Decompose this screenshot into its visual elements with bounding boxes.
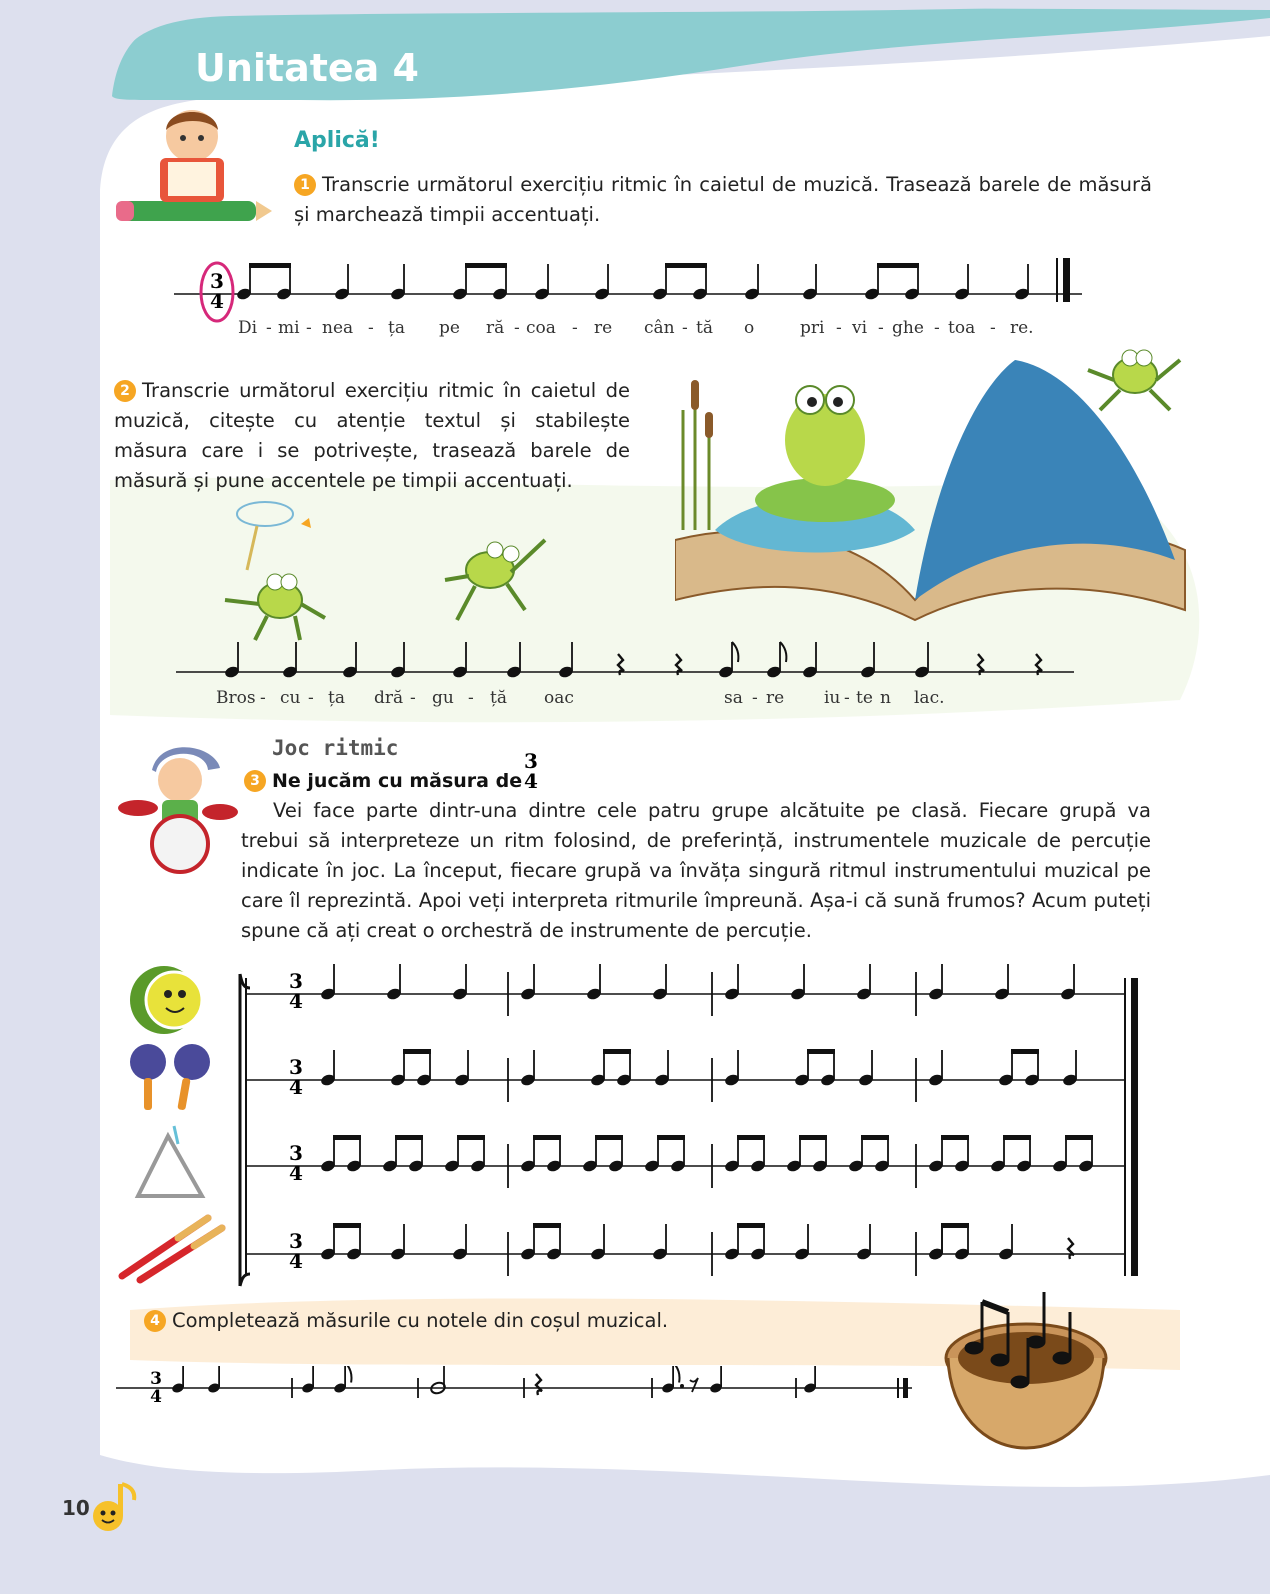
quarter-note (452, 964, 469, 1001)
quarter-note (1060, 964, 1077, 1001)
eighth-note-pair (236, 263, 293, 301)
note-mascot-icon (88, 1478, 144, 1534)
lyric: - (934, 318, 940, 338)
lyric: pri (800, 318, 825, 338)
drum-icon (130, 966, 202, 1034)
quarter-note (586, 964, 603, 1001)
quarter-note (803, 1366, 817, 1394)
lyric: - (266, 318, 272, 338)
ts-bottom: 4 (150, 1387, 162, 1407)
eighth-note-pair (520, 1223, 563, 1261)
lyric: ră (486, 318, 505, 338)
lyric: tă (696, 318, 713, 338)
lyric: - (410, 688, 416, 708)
unit-title: Unitatea 4 (195, 46, 419, 90)
lyric: pe (439, 318, 460, 338)
quarter-note (860, 642, 877, 679)
lyric: mi (278, 318, 300, 338)
lyric: - (260, 688, 266, 708)
exercise4-instruction (144, 1306, 784, 1336)
lyric: te (856, 688, 873, 708)
quarter-note (954, 264, 971, 301)
eighth-note-pair (390, 1049, 433, 1087)
quarter-note (334, 264, 351, 301)
quarter-note (858, 1050, 875, 1087)
quarter-note (709, 1366, 723, 1394)
lyric: toa (948, 318, 976, 338)
eighth-note (766, 642, 787, 679)
quarter-note (534, 264, 551, 301)
lyric: ță (490, 688, 507, 708)
quarter-rest (1068, 1238, 1074, 1259)
lyric: Bros (216, 688, 256, 708)
time-sig: 3 (289, 969, 303, 993)
eighth-note-pair (382, 1135, 425, 1173)
quarter-note (320, 964, 337, 1001)
quarter-note (790, 964, 807, 1001)
eighth-note-pair (320, 1223, 363, 1261)
lyric: o (744, 318, 755, 338)
quarter-note (506, 642, 523, 679)
quarter-note (994, 964, 1011, 1001)
eighth-note (661, 1366, 680, 1394)
ts-top: 3 (150, 1369, 162, 1389)
game-title: Joc ritmic (272, 736, 399, 760)
quarter-note (856, 1224, 873, 1261)
quarter-note (594, 264, 611, 301)
exercise1-badge: 1 (294, 174, 316, 196)
lyric: lac. (914, 688, 945, 708)
quarter-note (590, 1224, 607, 1261)
exercise2-badge: 2 (114, 380, 136, 402)
eighth-note-pair (928, 1135, 971, 1173)
eighth-note-pair (452, 263, 509, 301)
quarter-note (652, 964, 669, 1001)
page-number: 10 (62, 1496, 90, 1520)
quarter-note (171, 1366, 185, 1394)
exercise4-badge: 4 (144, 1310, 166, 1332)
lyric: cân (644, 318, 675, 338)
eighth-note-pair (794, 1049, 837, 1087)
lyric: - (572, 318, 578, 338)
ts-bottom: 4 (524, 769, 538, 792)
quarter-note (1062, 1050, 1079, 1087)
eighth-note-pair (724, 1135, 767, 1173)
drummer-boy-icon (110, 744, 240, 874)
eighth-note-pair (582, 1135, 625, 1173)
exercise3-badge: 3 (244, 770, 266, 792)
maracas-icon (130, 1044, 210, 1110)
lyric: re (766, 688, 785, 708)
lyric: sa (724, 688, 743, 708)
lyric: vi (852, 318, 868, 338)
quarter-note (390, 1224, 407, 1261)
quarter-note (928, 1050, 945, 1087)
lyric: re. (1010, 318, 1034, 338)
quarter-rest (536, 1374, 542, 1395)
lyric: re (594, 318, 613, 338)
exercise1-instruction (294, 170, 1152, 230)
lyric: Di (238, 318, 258, 338)
eighth-rest (690, 1378, 698, 1392)
time-sig: 3 (289, 1055, 303, 1079)
lyric: - (878, 318, 884, 338)
lyric: - (844, 688, 850, 708)
quarter-note (914, 642, 931, 679)
time-sig: 3 (289, 1141, 303, 1165)
quarter-note (802, 264, 819, 301)
lyric: dră (374, 688, 404, 708)
lyric: - (514, 318, 520, 338)
quarter-note (802, 642, 819, 679)
quarter-note (452, 1224, 469, 1261)
exercise3-heading-text: Ne jucăm cu măsura de (272, 770, 523, 792)
quarter-note (454, 1050, 471, 1087)
eighth-note-pair (1052, 1135, 1095, 1173)
time-sig: 4 (289, 1075, 303, 1099)
quarter-note (654, 1050, 671, 1087)
exercise3-heading (244, 770, 522, 792)
lyric: - (368, 318, 374, 338)
lyric: cu (280, 688, 301, 708)
eighth-note-pair (724, 1223, 767, 1261)
quarter-note (342, 642, 359, 679)
eighth-note-pair (848, 1135, 891, 1173)
quarter-note (301, 1366, 315, 1394)
eighth-note-pair (864, 263, 921, 301)
quarter-note (558, 642, 575, 679)
lyric: iu (824, 688, 841, 708)
lyric: - (836, 318, 842, 338)
ts-bottom: 4 (210, 289, 224, 313)
lyric: - (752, 688, 758, 708)
quarter-note (386, 964, 403, 1001)
quarter-note (794, 1224, 811, 1261)
quarter-note (998, 1224, 1015, 1261)
half-note (430, 1366, 447, 1395)
instruments-column (118, 966, 228, 1286)
eighth-note-pair (644, 1135, 687, 1173)
music-basket-icon (944, 1282, 1114, 1452)
lyric: oac (544, 688, 574, 708)
eighth-note-pair (590, 1049, 633, 1087)
eighth-note-pair (652, 263, 709, 301)
eighth-note-pair (998, 1049, 1041, 1087)
lyric: - (468, 688, 474, 708)
quarter-note (224, 642, 241, 679)
quarter-note (928, 1224, 945, 1261)
exercise2-notes (224, 642, 1042, 679)
eighth-note-pair (786, 1135, 829, 1173)
eighth-note-pair (520, 1135, 563, 1173)
eighth-note (333, 1366, 352, 1394)
exercise2-staff (170, 620, 1090, 680)
section-title: Aplică! (294, 128, 380, 153)
eighth-note (718, 642, 739, 679)
lyric: - (682, 318, 688, 338)
exercise2-lyrics (214, 688, 954, 712)
exercise2-instruction (114, 376, 630, 496)
eighth-note-pair (444, 1135, 487, 1173)
quarter-note (390, 642, 407, 679)
lyric: ța (328, 688, 345, 708)
jumping-frog-icon (1080, 330, 1190, 420)
quarter-note (724, 964, 741, 1001)
lyric: n (880, 688, 891, 708)
quarter-note (320, 1050, 337, 1087)
exercise2-text: Transcrie următorul exercițiu ritmic în caietul de muzică, citește cu atenție textul și stabilește măsura care i se potrivește, trasează barele de măsură și pune accentele pe timpii accentuați. (114, 379, 630, 492)
heading-time-signature (520, 748, 542, 792)
quarter-note (744, 264, 761, 301)
quarter-note (390, 264, 407, 301)
quarter-note (724, 1050, 741, 1087)
time-sig: 4 (289, 989, 303, 1013)
quarter-note (452, 642, 469, 679)
quarter-note (282, 642, 299, 679)
triangle-icon (138, 1126, 202, 1196)
exercise4-notes (171, 1366, 817, 1398)
time-sig: 4 (289, 1249, 303, 1273)
lyric: nea (322, 318, 354, 338)
time-sig: 4 (289, 1161, 303, 1185)
quarter-note (1014, 264, 1031, 301)
ts-top: 3 (210, 269, 224, 293)
eighth-note-pair (320, 1135, 363, 1173)
percussion-staves (246, 964, 1125, 1276)
exercise4-staff (112, 1366, 922, 1416)
quarter-note (928, 964, 945, 1001)
exercise3-text: Vei face parte dintr-una dintre cele patru grupe alcătuite pe clasă. Fiecare grupă va trebui să interpreteze un ritm folosind, de preferință, instrumentele muzicale de percuție indicate în joc. La început, fiecare grupă va învăța singură ritmul instrumentului muzical pe care îl reprezintă. Apoi veți interpreta ritmurile împreună. Așa-i că sună frumos? Acum puteți spune că ați creat o orchestră de instrumente de percuție. (241, 799, 1151, 942)
exercise1-notes (236, 263, 1031, 301)
lyric: - (990, 318, 996, 338)
lyric: - (306, 318, 312, 338)
dot (680, 1384, 684, 1388)
quarter-note (520, 1050, 537, 1087)
quarter-note (652, 1224, 669, 1261)
lyric: - (308, 688, 314, 708)
quarter-note (207, 1366, 221, 1394)
exercise1-text: Transcrie următorul exercițiu ritmic în caietul de muzică. Trasează barele de măsură și marchează timpii accentuați. (294, 173, 1152, 226)
time-sig: 3 (289, 1229, 303, 1253)
drumsticks-icon (122, 1218, 222, 1280)
lyric: ghe (892, 318, 924, 338)
percussion-score (236, 964, 1162, 1300)
lyric: gu (432, 688, 454, 708)
exercise4-text: Completează măsurile cu notele din coșul muzical. (172, 1309, 669, 1332)
quarter-note (520, 964, 537, 1001)
quarter-note (856, 964, 873, 1001)
eighth-note-pair (990, 1135, 1033, 1173)
ts-top: 3 (524, 749, 538, 773)
lyric: coa (526, 318, 556, 338)
lyric: ța (388, 318, 405, 338)
boy-reading-icon (112, 98, 277, 233)
